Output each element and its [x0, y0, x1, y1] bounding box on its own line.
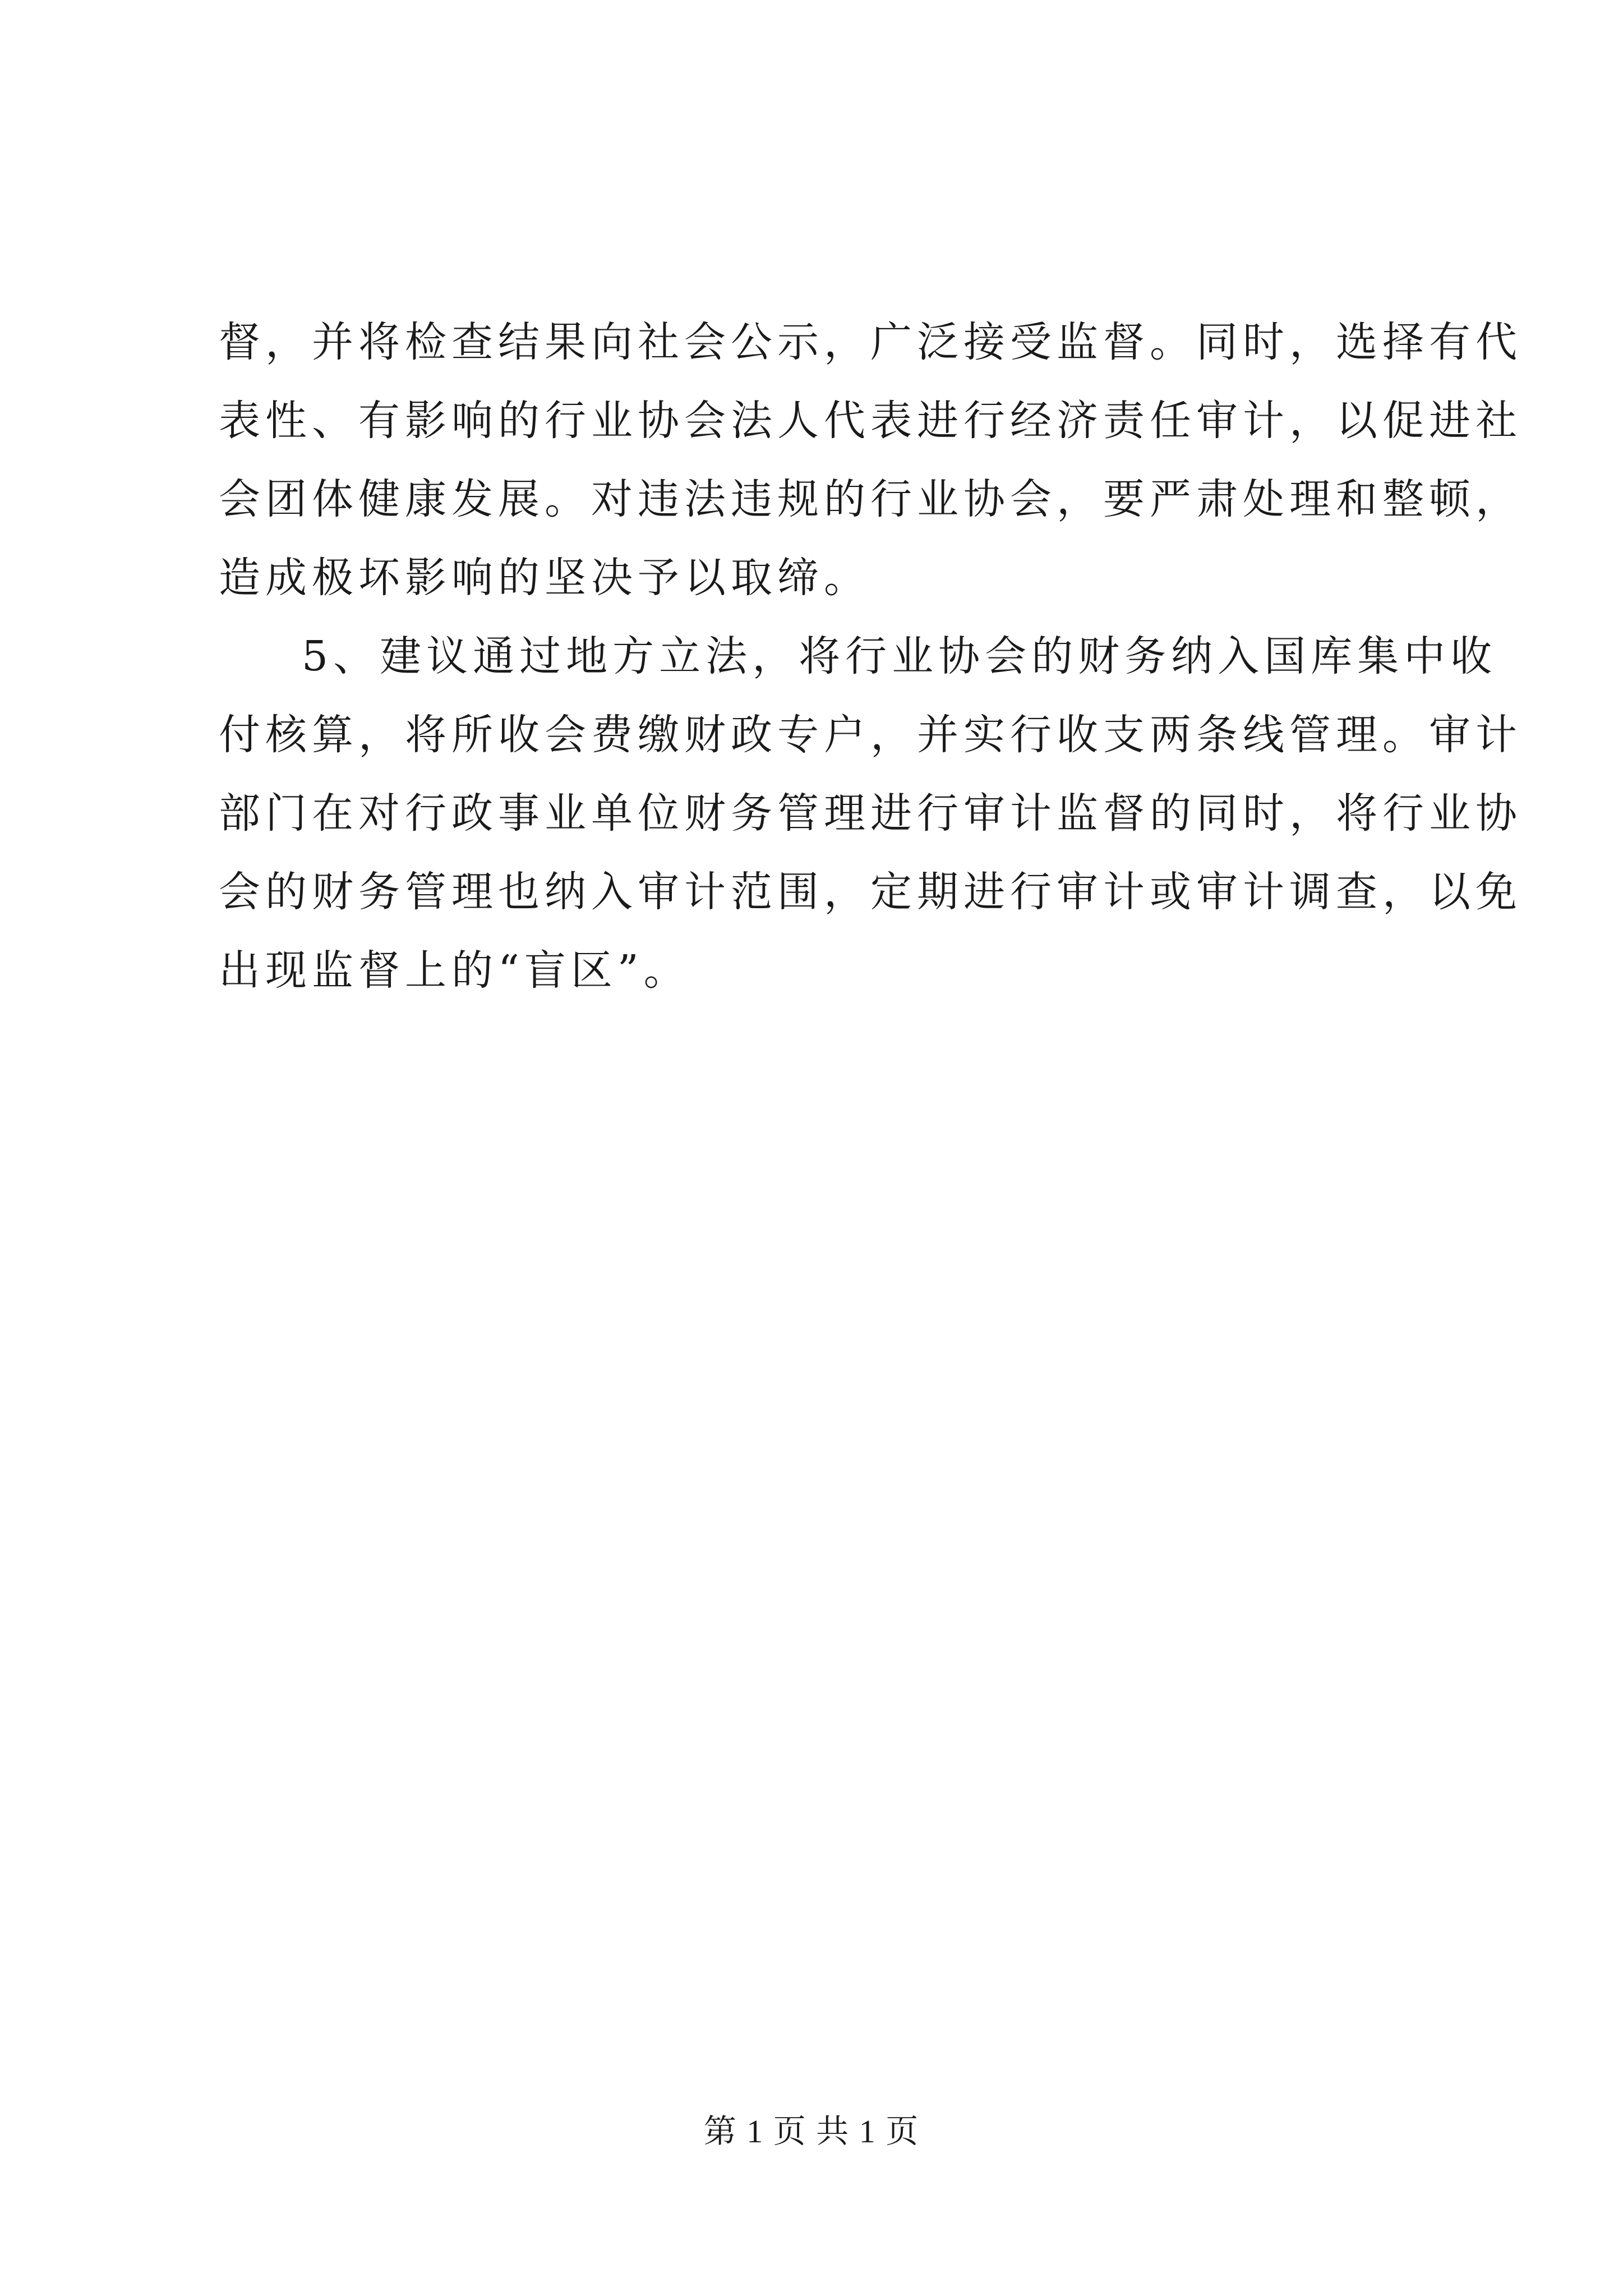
paragraph-line: 造成极坏影响的坚决予以取缔。 [219, 554, 870, 602]
paragraph-line: 表性、有影响的行业协会法人代表进行经济责任审计，以促进社 [219, 397, 1522, 445]
paragraph-line: 5、建议通过地方立法，将行业协会的财务纳入国库集中收 [302, 632, 1497, 680]
paragraph-line: 部门在对行政事业单位财务管理进行审计监督的同时，将行业协 [219, 789, 1522, 838]
document-body [219, 303, 1522, 1010]
paragraph-line: 出现监督上的“盲区”。 [219, 946, 690, 995]
page-footer [0, 2112, 1623, 2151]
paragraph-line: 督，并将检查结果向社会公示，广泛接受监督。同时，选择有代 [219, 318, 1522, 366]
paragraph-line: 付核算，将所收会费缴财政专户，并实行收支两条线管理。审计 [219, 711, 1522, 759]
paragraph-line: 会团体健康发展。对违法违规的行业协会，要严肃处理和整顿， [219, 475, 1522, 523]
paragraph-line: 会的财务管理也纳入审计范围，定期进行审计或审计调查，以免 [219, 868, 1522, 916]
page-number-label: 第 1 页 共 1 页 [703, 2113, 920, 2150]
